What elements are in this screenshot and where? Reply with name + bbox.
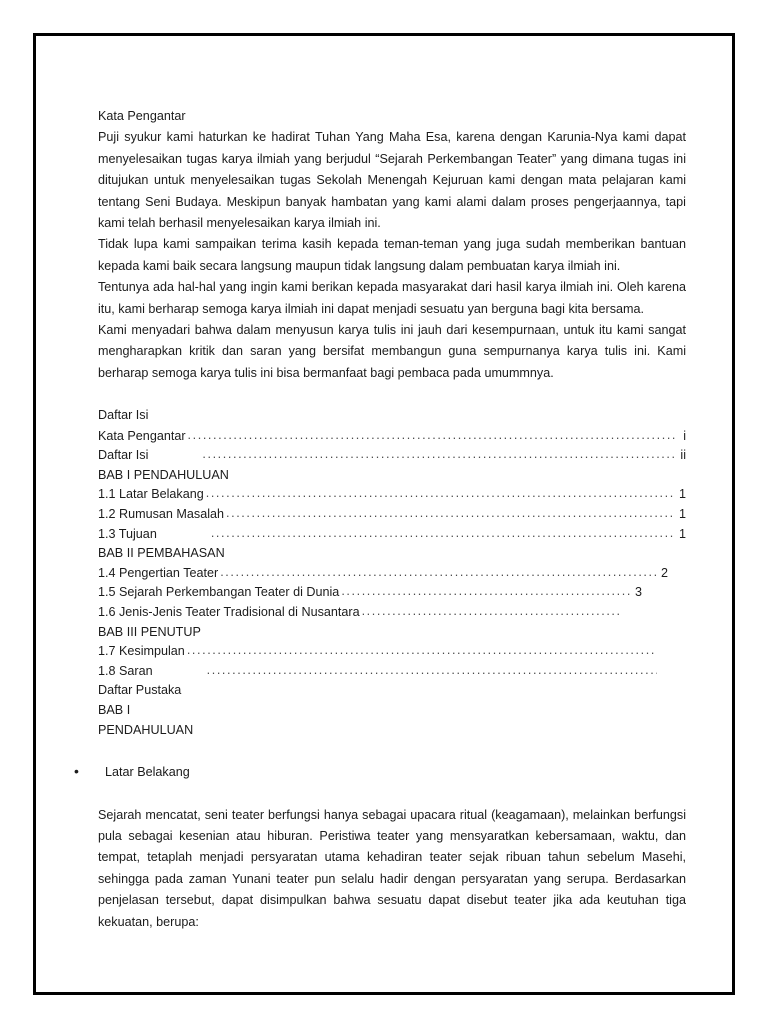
toc-entry <box>98 623 686 643</box>
document-page-border <box>33 33 735 995</box>
toc-entry <box>98 544 686 564</box>
toc-entry-label: BAB I <box>98 703 131 717</box>
toc-entry <box>98 583 686 603</box>
toc-entry <box>98 427 686 447</box>
toc-entry-label: BAB I PENDAHULUAN <box>98 467 229 482</box>
toc-entry-label: BAB III PENUTUP <box>98 624 201 639</box>
toc-entry-label: 1.5 Sejarah Perkembangan Teater di Dunia <box>98 585 340 600</box>
toc-dot-leader <box>202 445 675 465</box>
toc-heading: Daftar Isi <box>98 408 149 423</box>
body-paragraph: Sejarah mencatat, seni teater berfungsi hanya sebagai upacara ritual (keagamaan), melainkan berfungsi pula sebagai kesenian atau hiburan. Peristiwa teater yang mensyaratkan kebersamaan, waktu, dan tempat, tetaplah menjadi persyaratan utama kehadiran teater sejak ribuan tahun sebelum Masehi, sehingga pada zaman Yunani teater pun selalu hadir dengan persyaratan yang serupa. Berdasarkan penjelasan tersebut, dapat disimpulkan bahwa sesuatu dapat disebut teater jika ada keutuhan tiga kekuatan, berupa: <box>98 807 686 929</box>
toc-entry-label: Kata Pengantar <box>98 428 186 443</box>
toc-entry-label: BAB II PEMBAHASAN <box>98 546 225 561</box>
toc-dot-leader <box>226 504 674 524</box>
toc-entry-page-number: 1 <box>678 487 686 502</box>
toc-entry-label: 1.3 Tujuan <box>98 526 157 541</box>
toc-entry-label: Daftar Isi <box>98 448 149 463</box>
toc-entry-page-number: 1 <box>678 507 686 522</box>
list-item-label: Latar Belakang <box>105 765 190 780</box>
toc-entry <box>98 564 686 584</box>
bullet-point-icon: • <box>74 763 79 780</box>
list-item-latar-belakang <box>74 761 686 783</box>
toc-dot-leader <box>341 582 630 602</box>
document-content-area <box>74 106 686 933</box>
toc-entry <box>98 505 686 525</box>
toc-entry <box>98 721 686 741</box>
toc-dot-leader <box>211 524 674 544</box>
preface-paragraph-3: Tentunya ada hal-hal yang ingin kami berikan kepada masyarakat dari hasil karya ilmiah ini. Oleh karena itu, kami berharap semoga karya ilmiah ini dapat menjadi sesuatu yan berguna bagi kita bersama. <box>98 280 686 316</box>
toc-entry <box>98 701 686 721</box>
toc-entry-label: Daftar Pustaka <box>98 683 182 698</box>
table-of-contents <box>98 427 686 741</box>
toc-dot-leader <box>206 484 674 504</box>
toc-entry-label: PENDAHULUAN <box>98 722 194 737</box>
preface-paragraph-4: Kami menyadari bahwa dalam menyusun karya tulis ini jauh dari kesempurnaan, untuk itu kami sangat mengharapkan kritik dan saran yang bersifat membangun guna sempurnanya karya tulis ini. Kami berharap semoga karya tulis ini bisa bermanfaat bagi pembaca pada umummnya. <box>98 323 686 380</box>
toc-entry <box>98 662 686 682</box>
toc-entry-label: 1.1 Latar Belakang <box>98 487 204 502</box>
body-spacer <box>98 784 686 805</box>
toc-entry <box>98 485 686 505</box>
bullet-spacer <box>98 740 686 761</box>
toc-entry <box>98 642 686 662</box>
toc-dot-leader <box>207 661 657 681</box>
toc-dot-leader <box>220 563 656 583</box>
toc-entry-label: 1.6 Jenis-Jenis Teater Tradisional di Nusantara <box>98 605 360 620</box>
toc-entry <box>98 603 686 623</box>
toc-entry <box>98 525 686 545</box>
preface-heading: Kata Pengantar <box>98 109 186 123</box>
toc-entry-label: 1.8 Saran <box>98 663 153 678</box>
toc-entry <box>98 681 686 701</box>
section-spacer <box>98 384 686 405</box>
toc-dot-leader <box>362 602 621 622</box>
toc-entry-page-number: 3 <box>634 585 642 600</box>
toc-entry-label: 1.7 Kesimpulan <box>98 644 185 659</box>
toc-entry <box>98 466 686 486</box>
toc-entry <box>98 446 686 466</box>
toc-entry-label: 1.2 Rumusan Masalah <box>98 507 225 522</box>
preface-paragraph-2: Tidak lupa kami sampaikan terima kasih kepada teman-teman yang juga sudah memberikan bantuan kepada kami baik secara langsung maupun tidak langsung dalam pembuatan karya ilmiah ini. <box>98 237 686 273</box>
toc-dot-leader <box>187 641 657 661</box>
toc-dot-leader <box>188 426 679 446</box>
toc-entry-page-number: 1 <box>678 526 686 541</box>
toc-entry-page-number: ii <box>680 448 686 463</box>
toc-entry-page-number: 2 <box>660 565 668 580</box>
preface-paragraph-1: Puji syukur kami haturkan ke hadirat Tuhan Yang Maha Esa, karena dengan Karunia-Nya kami dapat menyelesaikan tugas karya ilmiah yang berjudul “Sejarah Perkembangan Teater” yang dimana tugas ini ditujukan untuk menyelesaikan tugas Sekolah Menengah Kejuruan kami dengan mata pelajaran kami tentang Seni Budaya. Meskipun banyak hambatan yang kami alami dalam proses pengerjaannya, tapi kami telah berhasil menyelesaikan karya ilmiah ini. <box>98 130 686 231</box>
toc-entry-page-number: i <box>683 428 686 443</box>
toc-entry-label: 1.4 Pengertian Teater <box>98 565 219 580</box>
